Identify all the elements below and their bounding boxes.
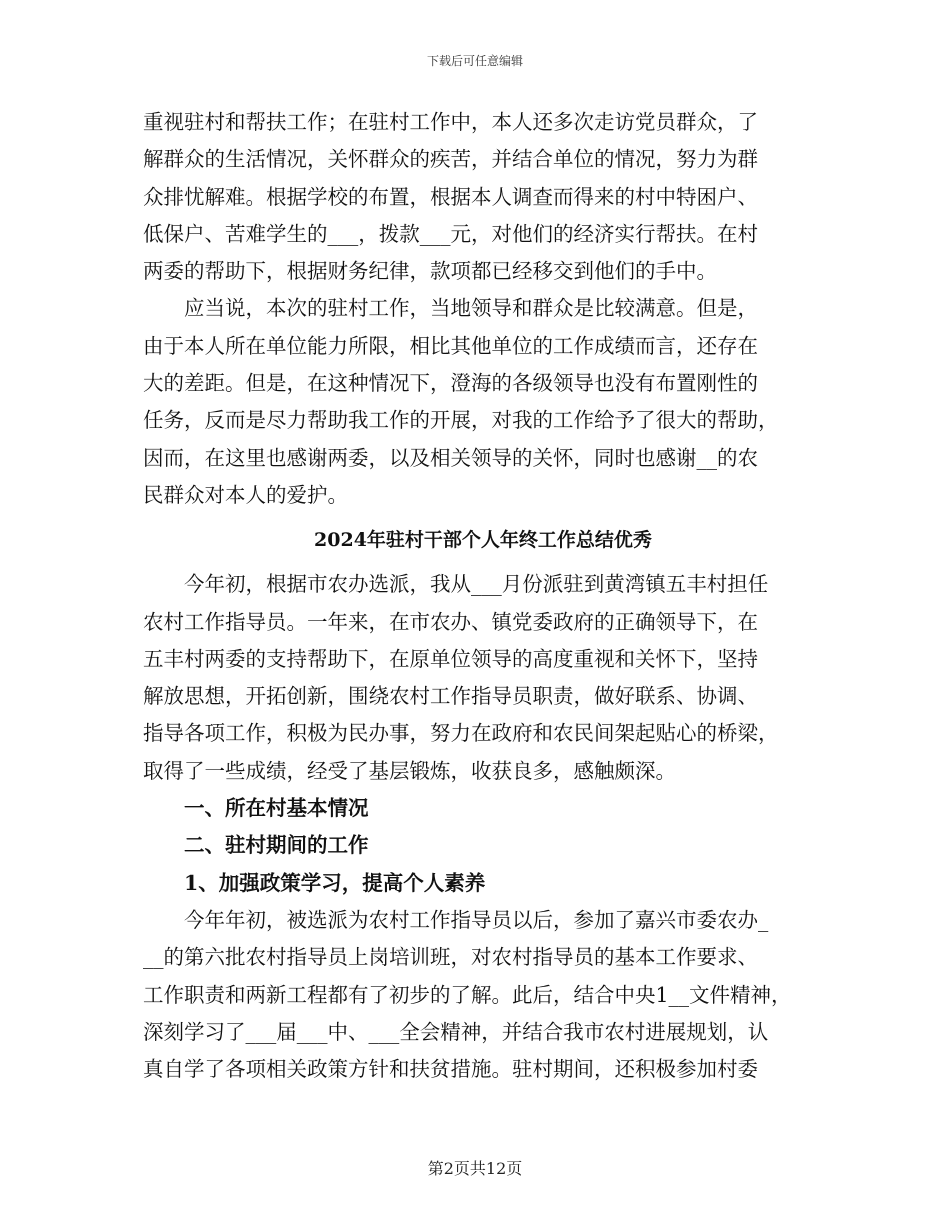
text-line: 民群众对本人的爱护。 xyxy=(143,482,348,507)
heading-basic-situation: 一、所在村基本情况 xyxy=(143,796,369,821)
heading-work-during-stay: 二、驻村期间的工作 xyxy=(143,833,369,858)
text-line: 任务，反而是尽力帮助我工作的开展，对我的工作给予了很大的帮助， xyxy=(143,408,779,433)
text-line: 众排忧解难。根据学校的布置，根据本人调查而得来的村中特困户、 xyxy=(143,184,758,209)
text-line: 低保户、苦难学生的___，拨款___元，对他们的经济实行帮扶。在村 xyxy=(143,221,758,246)
text-line: 取得了一些成绩，经受了基层锻炼，收获良多，感触颇深。 xyxy=(143,758,676,783)
text-line: 五丰村两委的支持帮助下，在原单位领导的高度重视和关怀下，坚持 xyxy=(143,646,758,671)
text-line: 农村工作指导员。一年来，在市农办、镇党委政府的正确领导下，在 xyxy=(143,609,758,634)
text-line: __的第六批农村指导员上岗培训班，对农村指导员的基本工作要求、 xyxy=(143,945,758,970)
text-line: 今年初，根据市农办选派，我从___月份派驻到黄湾镇五丰村担任 xyxy=(143,572,769,597)
text-line: 大的差距。但是，在这种情况下，澄海的各级领导也没有布置刚性的 xyxy=(143,371,758,396)
page-number: 第2页共12页 xyxy=(427,1159,523,1178)
section-title: 2024年驻村干部个人年终工作总结优秀 xyxy=(314,529,652,552)
text-line: 解群众的生活情况，关怀群众的疾苦，并结合单位的情况，努力为群 xyxy=(143,147,758,172)
heading-policy-study: 1、加强政策学习，提高个人素养 xyxy=(143,870,486,895)
text-line: 真自学了各项相关政策方针和扶贫措施。驻村期间，还积极参加村委 xyxy=(143,1057,758,1082)
text-line: 应当说，本次的驻村工作，当地领导和群众是比较满意。但是， xyxy=(143,296,758,321)
text-line: 指导各项工作，积极为民办事，努力在政府和农民间架起贴心的桥梁， xyxy=(143,721,779,746)
text-line: 重视驻村和帮扶工作；在驻村工作中，本人还多次走访党员群众，了 xyxy=(143,110,758,134)
text-line: 由于本人所在单位能力所限，相比其他单位的工作成绩而言，还存在 xyxy=(143,333,758,358)
text-line: 工作职责和两新工程都有了初步的了解。此后，结合中央1__文件精神， xyxy=(143,982,792,1007)
page-header-note: 下载后可任意编辑 xyxy=(426,54,523,68)
text-line: 今年年初，被选派为农村工作指导员以后，参加了嘉兴市委农办_ xyxy=(143,907,769,932)
text-line: 解放思想，开拓创新，围绕农村工作指导员职责，做好联系、协调、 xyxy=(143,684,758,709)
document-body xyxy=(143,104,823,1088)
text-line: 因而，在这里也感谢两委，以及相关领导的关怀，同时也感谢__的农 xyxy=(143,445,758,470)
text-line: 深刻学习了___届___中、___全会精神，并结合我市农村进展规划，认 xyxy=(143,1019,769,1044)
text-line: 两委的帮助下，根据财务纪律，款项都已经移交到他们的手中。 xyxy=(143,259,717,284)
